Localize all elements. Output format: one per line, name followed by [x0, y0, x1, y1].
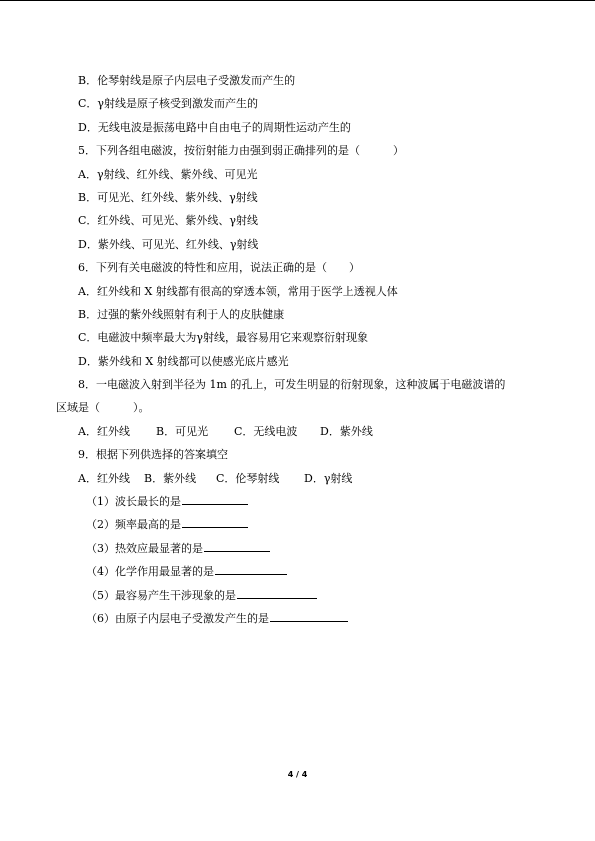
q8-choice-c: C．无线电波 [234, 424, 298, 438]
q8-stem-line1: 8．一电磁波入射到半径为 1m 的孔上，可发生明显的衍射现象，这种波属于电磁波谱的 [78, 378, 506, 392]
q9-blank-4 [56, 560, 540, 583]
q6-option-a: A．红外线和 X 射线都有很高的穿透本领，常用于医学上透视人体 [78, 284, 398, 298]
q9-choice-b: B．紫外线 [144, 471, 197, 485]
q4-option-b: B．伦琴射线是原子内层电子受激发而产生的 [78, 74, 296, 87]
q5-option-b: B．可见光、红外线、紫外线、γ射线 [78, 190, 258, 204]
answer-blank-3[interactable] [204, 539, 270, 552]
q9-choice-d: D．γ射线 [304, 471, 353, 485]
q5-stem: 5．下列各组电磁波，按衍射能力由强到弱正确排列的是（ ） [78, 144, 404, 158]
answer-blank-1[interactable] [182, 492, 248, 505]
q8-stem-line2: 区域是（ ）。 [56, 401, 150, 415]
answer-blank-6[interactable] [270, 609, 348, 622]
q4-option-d: D．无线电波是振荡电路中自由电子的周期性运动产生的 [78, 120, 351, 134]
q9-blank-6 [56, 607, 540, 630]
q8-choices [56, 420, 540, 443]
q9-blank-3-label: （3）热效应最显著的是 [86, 541, 203, 555]
q8-choice-b: B．可见光 [156, 424, 209, 438]
q6-option-d: D．紫外线和 X 射线都可以使感光底片感光 [78, 354, 289, 368]
q4-option-c: C．γ射线是原子核受到激发而产生的 [78, 97, 258, 111]
q6-option-b: B．过强的紫外线照射有利于人的皮肤健康 [78, 307, 285, 321]
q9-stem: 9．根据下列供选择的答案填空 [78, 448, 228, 462]
q9-choice-a: A．红外线 [78, 471, 130, 485]
header-rule [0, 0, 595, 1]
q9-blank-3 [56, 537, 540, 560]
q9-blank-4-label: （4）化学作用最显著的是 [86, 565, 214, 579]
answer-blank-4[interactable] [215, 562, 287, 575]
q9-blank-6-label: （6）由原子内层电子受激发产生的是 [86, 611, 269, 625]
q5-option-c: C．红外线、可见光、紫外线、γ射线 [78, 214, 258, 228]
page-number: 4 / 4 [287, 770, 308, 779]
q9-blank-1-label: （1）波长最长的是 [86, 495, 181, 509]
q9-choice-c: C．伦琴射线 [216, 471, 280, 485]
q9-blank-1 [56, 490, 540, 513]
q9-choices [56, 467, 540, 490]
q9-blank-5 [56, 584, 540, 607]
answer-blank-2[interactable] [182, 515, 248, 528]
q8-choice-d: D．紫外线 [320, 424, 373, 438]
q5-option-d: D．紫外线、可见光、红外线、γ射线 [78, 237, 259, 251]
q9-blank-2 [56, 513, 540, 536]
q6-stem: 6．下列有关电磁波的特性和应用，说法正确的是（ ） [78, 261, 360, 275]
answer-blank-5[interactable] [237, 586, 317, 599]
q8-choice-a: A．红外线 [78, 424, 130, 438]
q9-blank-5-label: （5）最容易产生干涉现象的是 [86, 588, 236, 602]
q6-option-c: C．电磁波中频率最大为γ射线，最容易用它来观察衍射现象 [78, 331, 368, 345]
q5-option-a: A．γ射线、红外线、紫外线、可见光 [78, 167, 258, 181]
document-body [56, 69, 540, 630]
q9-blank-2-label: （2）频率最高的是 [86, 518, 181, 532]
